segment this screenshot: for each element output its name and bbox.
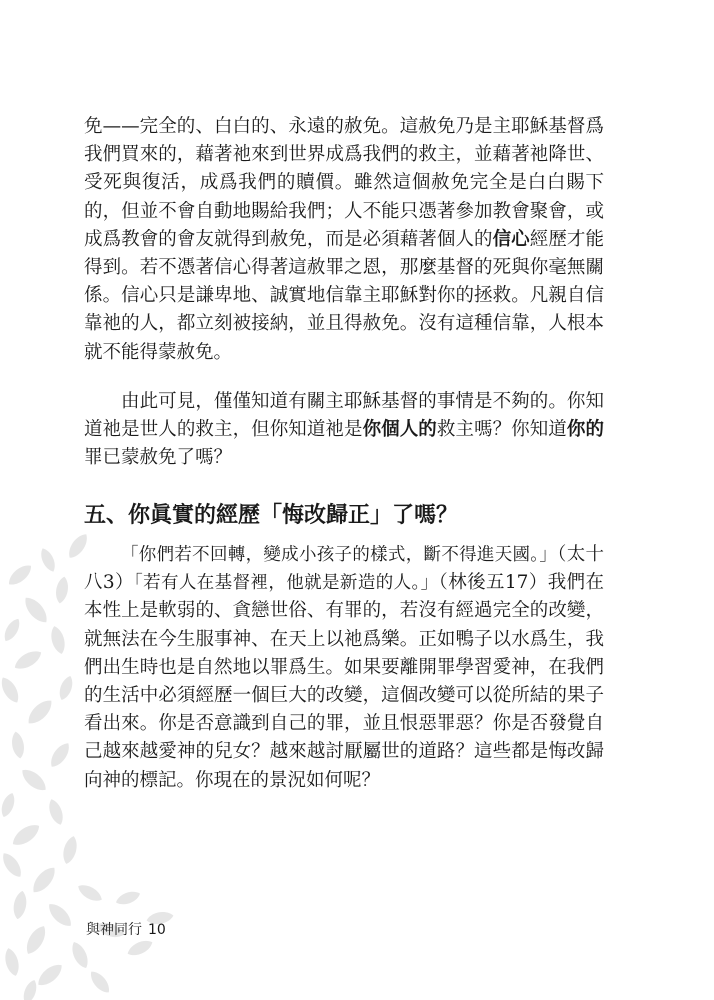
section-heading: 五、你眞實的經歷「悔改歸正」了嗎？	[84, 502, 459, 528]
para1-text-2: 經歷才能得到。若不憑著信心得著這赦罪之恩，那麼基督的死與你毫無關係。信心只是謙卑地、誠實地信靠主耶穌對你的拯救。凡親自信靠祂的人，都立刻被接納，並且得赦免。沒有這種信靠，人根本就不能得蒙赦免。	[84, 228, 604, 363]
para2-text-1: 由此可見，僅僅知道有關主耶穌基督的事情是不夠的。你知道祂是世人的救主，但你知道祂是	[84, 391, 604, 441]
paragraph-forgiveness	[84, 113, 604, 367]
para1-text-1: 免——完全的、白白的、永遠的赦免。這赦免乃是主耶穌基督爲我們買來的，藉著祂來到世界成爲我們的救主，並藉著祂降世、受死與復活，成爲我們的贖價。雖然這個赦免完全是白白賜下的，但並不會自動地賜給我們；人不能只憑著參加教會聚會，或成爲教會的會友就得到赦免，而是必須藉著個人的	[84, 116, 604, 250]
scripture-ref-2: （林後五17）	[438, 572, 548, 594]
scripture-quote-2: 「若有人在基督裡，他就是新造的人。」	[133, 573, 439, 594]
para2-text-3: 罪已蒙赦免了嗎？	[84, 447, 233, 469]
para1-bold-faith: 信心	[492, 228, 530, 250]
paragraph-personal-savior	[84, 388, 604, 473]
para3-body: 我們在本性上是軟弱的、貪戀世俗、有罪的，若沒有經過完全的改變，就無法在今生服事神、在天上以祂爲樂。正如鴨子以水爲生，我們出生時也是自然地以罪爲生。如果要離開罪學習愛神，在我們的生活中必須經歷一個巨大的改變，這個改變可以從所結的果子看出來。你是否意識到自己的罪，並且恨惡罪惡？你是否發覺自己越來越愛神的兒女？越來越討厭屬世的道路？這些都是悔改歸向神的標記。你現在的景況如何呢？	[84, 572, 604, 791]
book-title: 與神同行	[86, 922, 142, 938]
scripture-ref-1: （太十八3）	[84, 544, 604, 594]
scripture-quote-1: 「你們若不回轉，變成小孩子的樣式，斷不得進天國。」	[121, 545, 558, 565]
para2-text-2: 救主嗎？你知道	[436, 419, 567, 441]
page-number: 10	[148, 922, 166, 938]
para2-bold-your: 你的	[566, 419, 604, 441]
page-footer	[86, 919, 166, 939]
paragraph-repentance	[84, 541, 604, 795]
para2-bold-personal: 你個人的	[362, 419, 437, 441]
